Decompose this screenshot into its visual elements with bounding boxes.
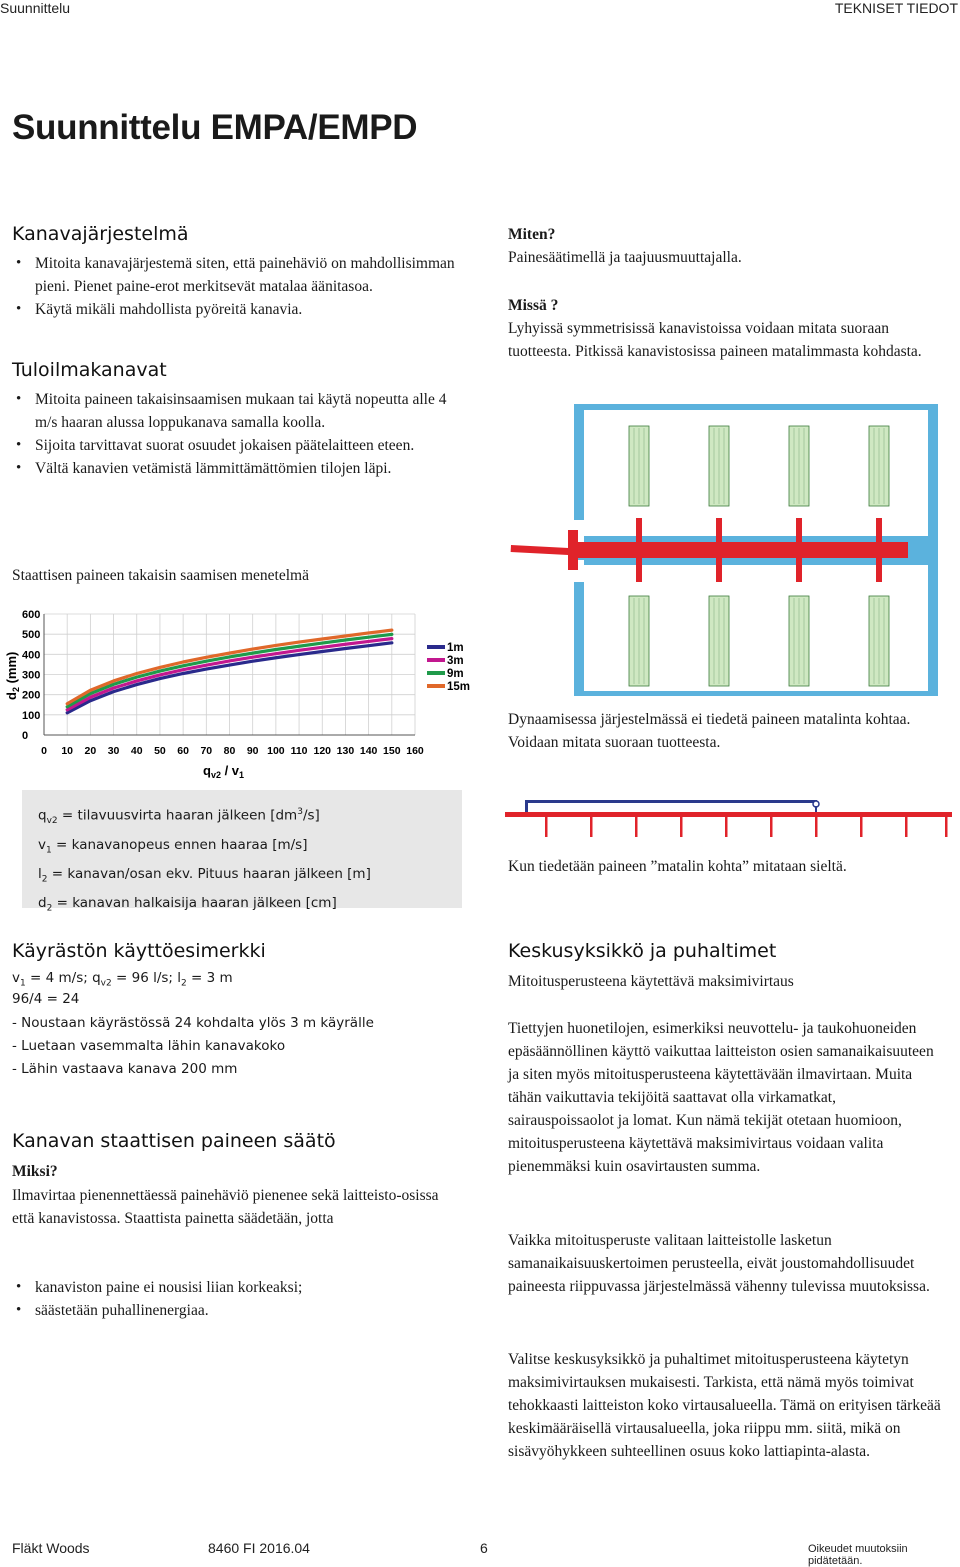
footer-rights: Oikeudet muutoksiin pidätetään. (808, 1543, 908, 1567)
example-calc: 96/4 = 24 (12, 991, 80, 1007)
main-duct (505, 812, 952, 817)
y-tick-label: 400 (22, 649, 41, 662)
chart-x-axis-label: $q_{v2} / v_1$ (203, 763, 245, 780)
branch-duct (905, 812, 908, 837)
example-values: $v_1 = 4$ m/s; $q_{v2} = 96$ l/s; $l_2 = 3$ m (12, 970, 233, 989)
x-tick-label: 40 (130, 745, 143, 757)
x-tick-label: 20 (84, 745, 97, 757)
chart-y-axis-label: $d_2$ (mm) (4, 651, 21, 700)
legend-swatch (427, 658, 445, 662)
sensor-line (527, 800, 817, 803)
x-tick-label: 60 (177, 745, 189, 757)
branch-duct (716, 518, 722, 542)
chart-legend (427, 642, 470, 693)
branch-duct (636, 518, 642, 542)
y-tick-label: 600 (22, 609, 41, 621)
miten-label: Miten? (508, 226, 556, 243)
footer-page-number: 6 (480, 1540, 488, 1556)
x-tick-label: 140 (359, 745, 378, 757)
legend-label: 3m (447, 655, 464, 667)
chart-caption: Staattisen paineen takaisin saamisen menetelmä (12, 567, 309, 584)
chart-y-ticks (22, 609, 40, 742)
header-section-label: Suunnittelu (0, 0, 71, 16)
y-tick-label: 0 (22, 730, 29, 742)
definition-v1: $v_1$ = kanavanopeus ennen haaraa [m/s] (38, 836, 308, 856)
central-subheading: Mitoitusperusteena käytettävä maksimivirtaus (508, 973, 794, 990)
x-tick-label: 90 (246, 745, 259, 757)
branch-duct (945, 812, 948, 837)
list-item: • Mitoita paineen takaisinsaamisen mukaan tai käytä nopeutta alle 4 m/s haaran alussa loppukanava samalla koolla. (12, 388, 467, 434)
measurement-diagram (505, 797, 955, 837)
branch-duct (635, 812, 638, 837)
list-item: • kanaviston paine ei nousisi liian korkeaksi; (12, 1276, 457, 1299)
branch-duct (796, 518, 802, 542)
heading-example: Käyrästön käyttöesimerkki (12, 940, 266, 962)
branch-duct (636, 558, 642, 582)
y-tick-label: 200 (22, 689, 41, 702)
static-bullet-list (12, 1276, 457, 1322)
branch-duct (860, 812, 863, 837)
branch-duct (590, 812, 593, 837)
list-item: • säästetään puhallinenergiaa. (12, 1299, 457, 1322)
example-step: - Luetaan vasemmalta lähin kanavakoko (12, 1038, 286, 1054)
footer-brand: Fläkt Woods (12, 1540, 90, 1556)
central-paragraph-1: Tiettyjen huonetilojen, esimerkiksi neuvottelu- ja taukohuoneiden epäsäännöllinen käyttö vaikuttaa laitteiston osien samanaikaisuuteen ja siten myös mitoitusperusteena käytettävään ilmavirtaan. Muita tähän vaikuttavia tekijöitä saattavat olla virkamatkat, sairauspoissaolot ja lomat. Kun nämä tekijät otetaan huomioon, mitoitusperusteena käytettävä maksimivirtaus voidaan valita pienemmäksi kuin osavirtausten summa. (508, 1020, 934, 1175)
kanava-bullet-list (12, 252, 462, 321)
x-tick-label: 150 (383, 745, 401, 757)
branch-duct (876, 518, 882, 542)
legend-label: 9m (447, 668, 464, 680)
central-paragraph-2: Vaikka mitoitusperuste valitaan laitteistolle lasketun samanaikaisuuskertoimen perusteella, eivät joustomahdollisuudet paineesta riippuvassa järjestelmässä vähenny tulevissa muutoksissa. (508, 1232, 930, 1295)
branch-duct (545, 812, 548, 837)
list-item: • Sijoita tarvittavat suorat osuudet jokaisen päätelaitteen eteen. (12, 434, 467, 457)
y-tick-label: 300 (22, 669, 41, 682)
legend-swatch (427, 645, 445, 649)
branch-duct (716, 558, 722, 582)
heading-tuloilmakanavat: Tuloilmakanavat (12, 359, 167, 381)
branch-duct (796, 558, 802, 582)
footer-doc-code: 8460 FI 2016.04 (208, 1540, 310, 1556)
definition-l2: $l_2$ = kanavan/osan ekv. Pituus haaran jälkeen [m] (38, 865, 371, 885)
miksi-label: Miksi? (12, 1163, 58, 1180)
heading-central-unit: Keskusyksikkö ja puhaltimet (508, 940, 777, 962)
x-tick-label: 160 (406, 745, 424, 757)
x-tick-label: 0 (41, 745, 47, 757)
definitions-box (22, 790, 462, 914)
x-tick-label: 80 (223, 745, 236, 757)
lowest-point-text: Kun tiedetään paineen ”matalin kohta” mitataan sieltä. (508, 858, 847, 875)
tulo-bullet-list (12, 388, 467, 480)
branch-duct (725, 812, 728, 837)
x-tick-label: 70 (200, 745, 213, 757)
branch-duct (770, 812, 773, 837)
definition-d2: $d_2$ = kanavan halkaisija haaran jälkeen [cm] (38, 895, 337, 914)
static-text: Ilmavirtaa pienennettäessä painehäviö pienenee sekä laitteisto-osissa että kanavistossa. Staattista painetta säädetään, jotta (12, 1187, 439, 1227)
x-tick-label: 30 (107, 745, 120, 757)
duct-layout-diagram (505, 400, 955, 705)
branch-duct (680, 812, 683, 837)
branch-duct (815, 812, 818, 837)
page-title: Suunnittelu EMPA/EMPD (12, 108, 418, 147)
x-tick-label: 10 (61, 745, 74, 757)
duct-size-chart (0, 600, 480, 785)
legend-label: 15m (447, 681, 471, 693)
y-tick-label: 100 (22, 709, 41, 722)
x-tick-label: 50 (154, 745, 166, 757)
x-tick-label: 130 (336, 745, 355, 757)
dynamic-text: Dynaamisessa järjestelmässä ei tiedetä paineen matalinta kohtaa. Voidaan mitata suoraan tuotteesta. (508, 711, 911, 751)
x-tick-label: 110 (290, 745, 308, 757)
heading-static-pressure: Kanavan staattisen paineen säätö (12, 1130, 336, 1152)
legend-swatch (427, 671, 445, 675)
central-paragraph-3: Valitse keskusyksikkö ja puhaltimet mitoitusperusteena käytetyn maksimivirtauksen mukaisesti. Tarkista, että nämä myös toimivat tehokkaasti laitteiston koko virtausalueella. Tämä on erityisen tärkeää keskimääräisellä virtausalueella, joka riippu mm. siitä, mikä on sisävyöhykkeen suhteellinen osuus koko lattiapinta-alasta. (508, 1351, 941, 1460)
legend-label: 1m (447, 642, 464, 654)
list-item: • Vältä kanavien vetämistä lämmittämättömien tilojen läpi. (12, 457, 467, 480)
y-tick-label: 500 (22, 629, 41, 642)
legend-swatch (427, 684, 445, 688)
missa-label: Missä ? (508, 297, 559, 314)
list-item: • Mitoita kanavajärjestemä siten, että painehäviö on mahdollisimman pieni. Pienet paine-erot merkitsevät matalaa äänitasoa. (12, 252, 462, 298)
example-step: - Noustaan käyrästössä 24 kohdalta ylös 3 m käyrälle (12, 1015, 374, 1031)
x-tick-label: 120 (313, 745, 332, 757)
example-step: - Lähin vastaava kanava 200 mm (12, 1061, 238, 1077)
chart-grid (44, 614, 415, 735)
branch-duct (876, 558, 882, 582)
x-tick-label: 100 (267, 745, 285, 757)
heading-kanavajarjestelma: Kanavajärjestelmä (12, 223, 189, 245)
chart-x-ticks (41, 745, 424, 757)
list-item: • Käytä mikäli mahdollista pyöreitä kanavia. (12, 298, 462, 321)
header-category-label: TEKNISET TIEDOT (834, 0, 958, 16)
definition-qv2: $q_{v2}$ = tilavuusvirta haaran jälkeen $[dm^3/s]$ (38, 807, 320, 827)
miten-text: Painesäätimellä ja taajuusmuuttajalla. (508, 249, 742, 266)
missa-text: Lyhyissä symmetrisissä kanavistoissa voidaan mitata suoraan tuotteesta. Pitkissä kanavistosissa paineen matalimmasta kohdasta. (508, 320, 922, 360)
